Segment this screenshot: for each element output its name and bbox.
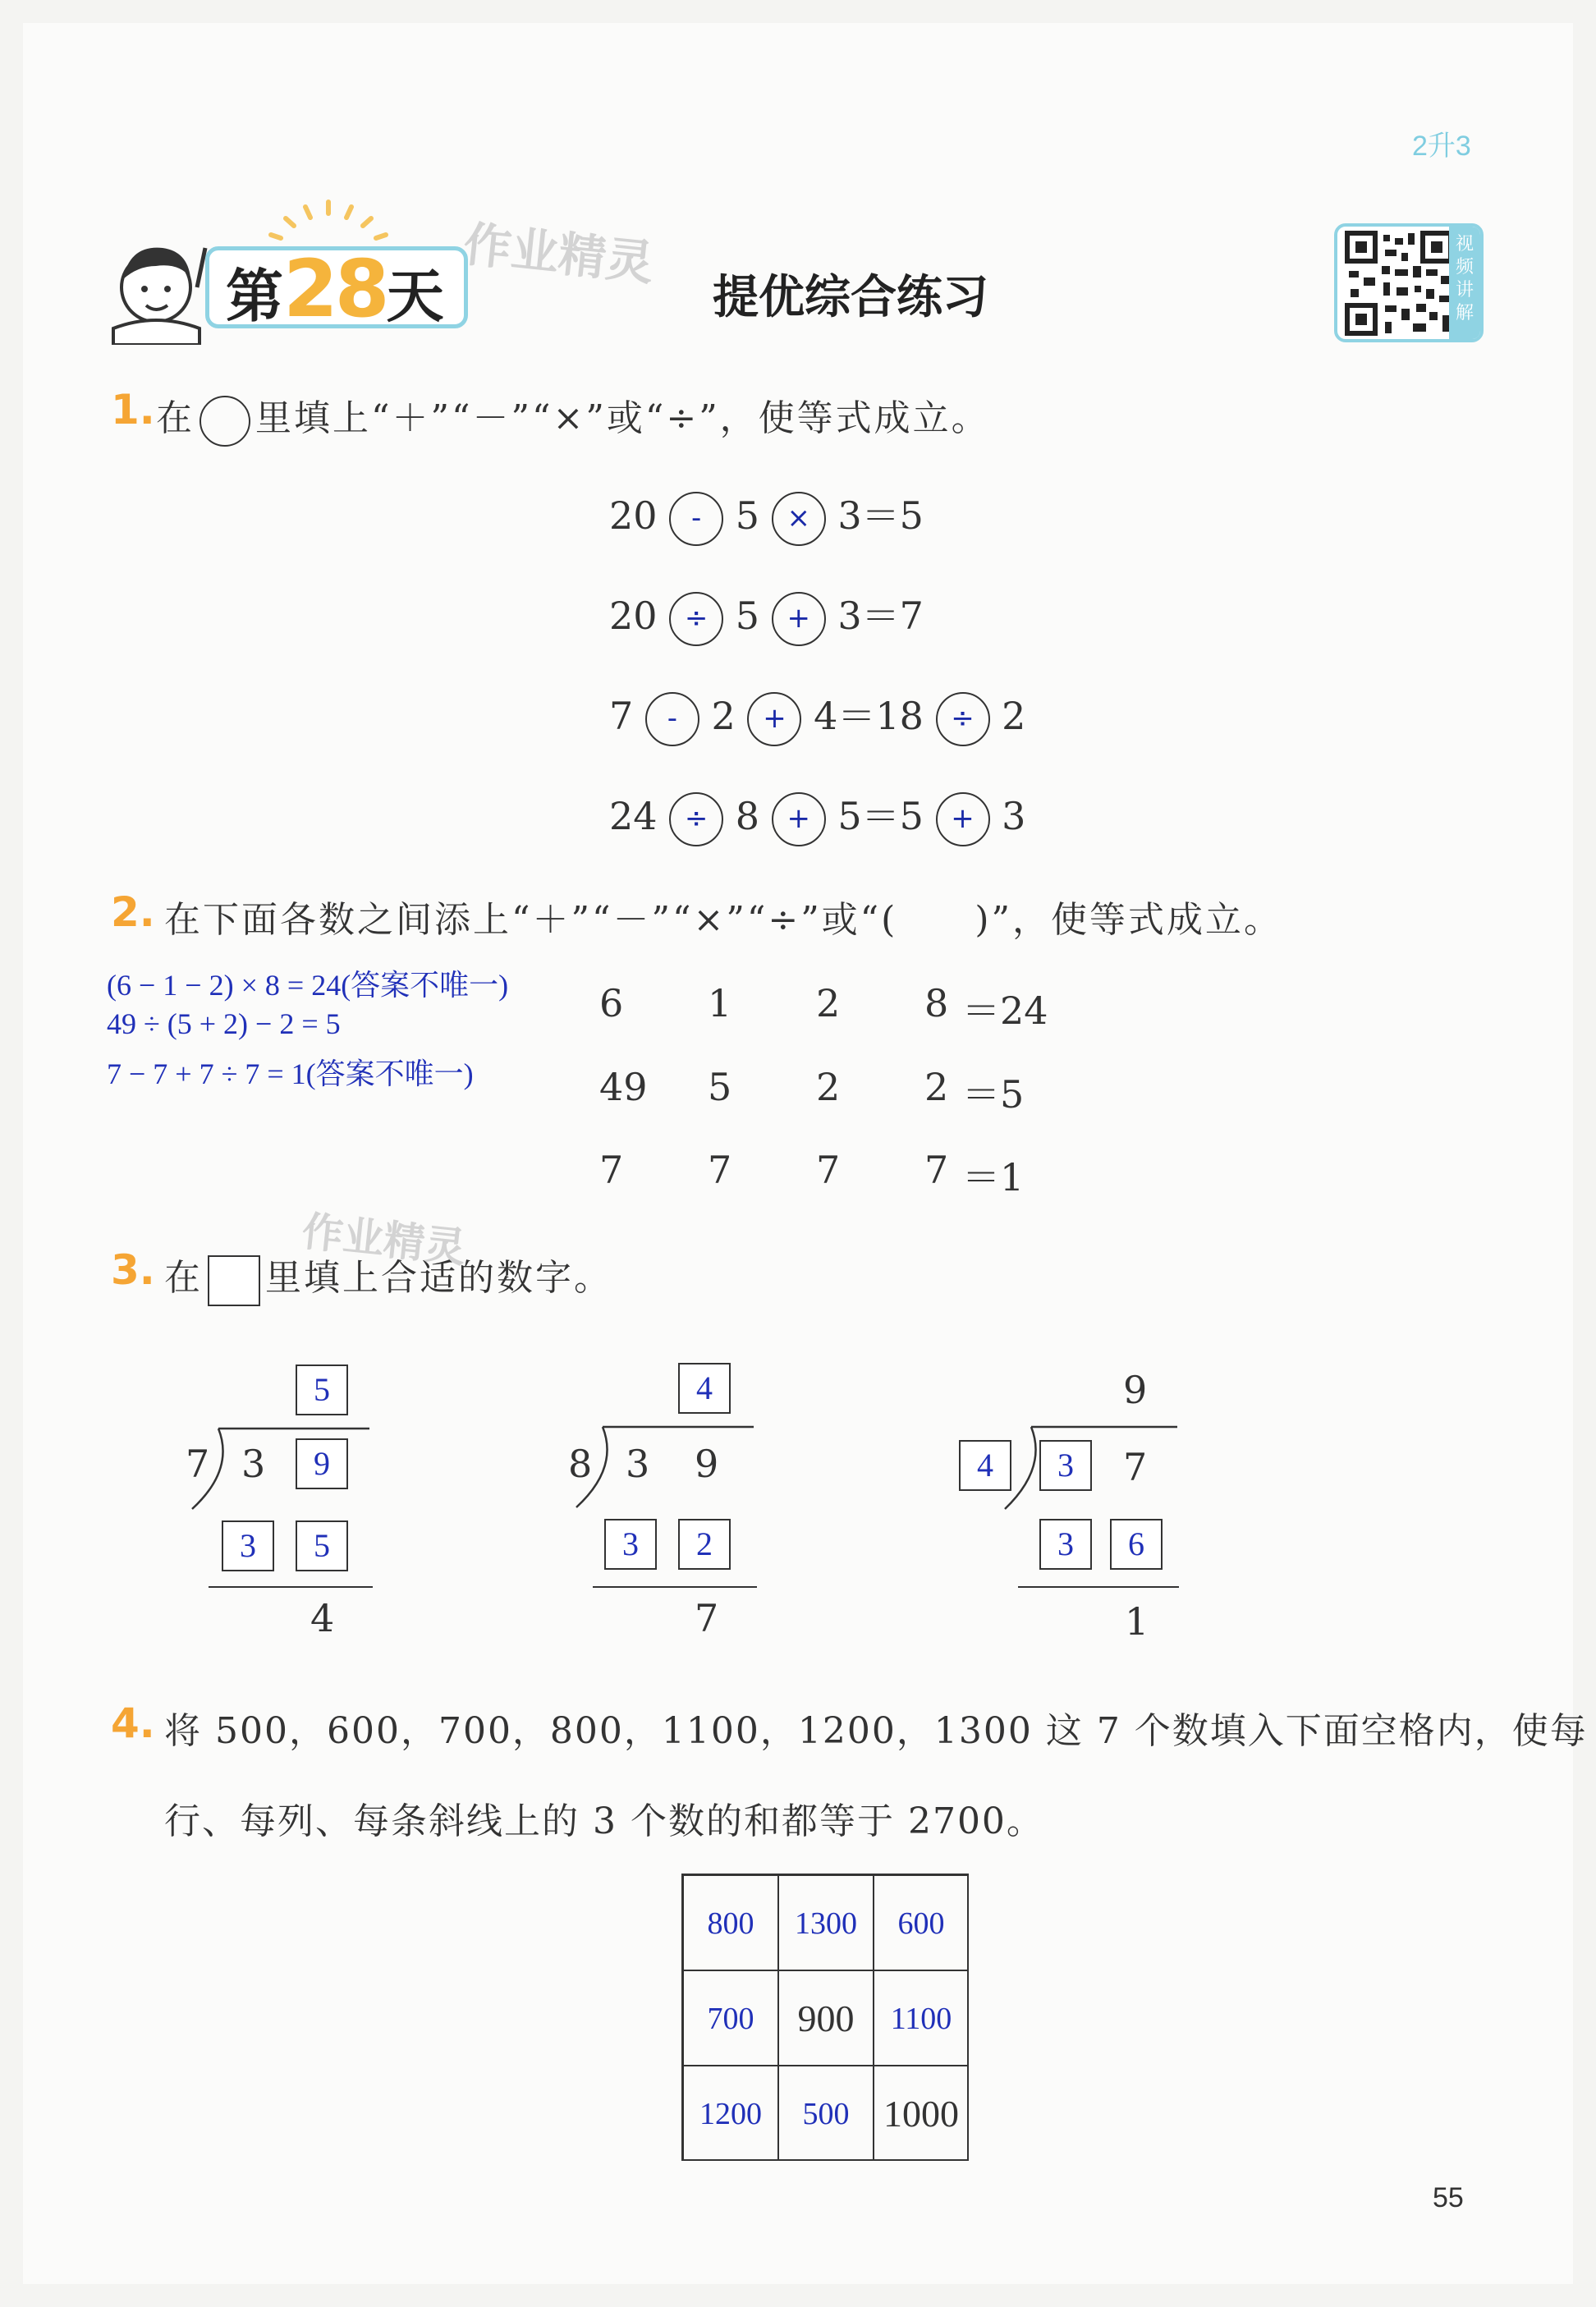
q1-equation-row: 24 ÷ 8 + 5＝5 + 3 bbox=[609, 787, 1025, 846]
digit-blank[interactable]: 3 bbox=[1039, 1440, 1092, 1491]
operator-blank[interactable]: + bbox=[936, 792, 990, 846]
digit-blank[interactable]: 3 bbox=[604, 1519, 657, 1570]
question-3-number: 3. bbox=[111, 1246, 155, 1294]
operator-blank[interactable]: ÷ bbox=[669, 592, 723, 646]
operator-blank[interactable]: × bbox=[772, 492, 826, 546]
q2-number: 7 bbox=[708, 1148, 732, 1192]
qr-code-icon bbox=[1344, 230, 1459, 340]
operator-blank[interactable]: + bbox=[772, 792, 826, 846]
page-number: 55 bbox=[1433, 2182, 1464, 2213]
q2-number: 2 bbox=[816, 981, 841, 1025]
circle-blank-icon bbox=[200, 396, 250, 447]
watermark: 作业精灵 bbox=[300, 1207, 469, 1273]
question-2-number: 2. bbox=[111, 888, 155, 936]
remainder: 1 bbox=[1125, 1599, 1149, 1644]
digit-blank[interactable]: 5 bbox=[296, 1364, 348, 1415]
question-1-number: 1. bbox=[111, 386, 155, 433]
divisor: 8 bbox=[568, 1442, 593, 1486]
q2-number: 2 bbox=[924, 1065, 949, 1109]
q2-result: ＝24 bbox=[962, 988, 1048, 1033]
question-2-text: 在下面各数之间添上“＋”“－”“×”“÷”或“( )”，使等式成立。 bbox=[164, 899, 1283, 941]
divisor: 7 bbox=[186, 1442, 210, 1486]
grid-cell[interactable]: 1300 bbox=[778, 1875, 874, 1970]
q2-number: 8 bbox=[924, 981, 949, 1025]
operator-blank[interactable]: ÷ bbox=[669, 792, 723, 846]
q2-number: 1 bbox=[708, 981, 732, 1025]
grid-cell[interactable]: 1100 bbox=[874, 1970, 969, 2066]
digit-blank[interactable]: 3 bbox=[1039, 1519, 1092, 1570]
operator-blank[interactable]: - bbox=[669, 492, 723, 546]
grid-cell[interactable]: 600 bbox=[874, 1875, 969, 1970]
q1-equation-row: 7 - 2 + 4＝18 ÷ 2 bbox=[609, 686, 1025, 746]
magic-square-grid bbox=[681, 1874, 969, 2161]
grid-cell[interactable]: 700 bbox=[683, 1970, 778, 2066]
operator-blank[interactable]: + bbox=[747, 692, 801, 746]
question-4-text-line2: 行、每列、每条斜线上的 3 个数的和都等于 2700。 bbox=[164, 1800, 1044, 1842]
watermark: 作业精灵 bbox=[461, 216, 657, 291]
q2-number: 7 bbox=[924, 1148, 949, 1192]
dividend-digit: 3 bbox=[241, 1442, 266, 1486]
question-3-text: 在 里填上合适的数字。 bbox=[164, 1248, 612, 1306]
q2-number: 2 bbox=[816, 1065, 841, 1109]
q2-number: 7 bbox=[599, 1148, 624, 1192]
video-explanation-tab[interactable]: 视 频 讲 解 bbox=[1449, 227, 1480, 339]
day-suffix: 天 bbox=[386, 263, 444, 330]
subtraction-line bbox=[1018, 1586, 1179, 1588]
digit-blank[interactable]: 9 bbox=[296, 1438, 348, 1489]
day-number: 28 bbox=[283, 243, 387, 335]
operator-blank[interactable]: - bbox=[645, 692, 699, 746]
quotient: 9 bbox=[1123, 1368, 1148, 1412]
operator-blank[interactable]: ÷ bbox=[936, 692, 990, 746]
dividend-digit: 7 bbox=[1123, 1445, 1148, 1489]
grid-cell[interactable]: 500 bbox=[778, 2066, 874, 2161]
boy-mascot-icon bbox=[105, 230, 212, 345]
q2-number: 6 bbox=[599, 981, 624, 1025]
square-blank-icon bbox=[208, 1255, 260, 1306]
q2-result: ＝1 bbox=[962, 1155, 1025, 1199]
digit-blank[interactable]: 5 bbox=[296, 1520, 348, 1571]
answer-line: 7 − 7 + 7 ÷ 7 = 1(答案不唯一) bbox=[107, 1057, 474, 1090]
q2-number: 5 bbox=[708, 1065, 732, 1109]
grid-cell-given: 1000 bbox=[874, 2066, 969, 2161]
subtraction-line bbox=[593, 1586, 757, 1588]
page-title: 提优综合练习 bbox=[713, 271, 988, 324]
digit-blank[interactable]: 6 bbox=[1110, 1519, 1163, 1570]
day-heading bbox=[226, 243, 444, 335]
question-4-text-line1: 将 500，600，700，800，1100，1200，1300 这 7 个数填入下面空格内，使每 bbox=[164, 1710, 1588, 1752]
answer-line: 49 ÷ (5 + 2) − 2 = 5 bbox=[107, 1007, 341, 1040]
remainder: 7 bbox=[695, 1596, 719, 1640]
dividend-digit: 9 bbox=[695, 1442, 719, 1486]
grid-cell[interactable]: 1200 bbox=[683, 2066, 778, 2161]
q2-result: ＝5 bbox=[962, 1072, 1025, 1117]
digit-blank[interactable]: 2 bbox=[678, 1519, 731, 1570]
digit-blank[interactable]: 4 bbox=[959, 1440, 1011, 1491]
operator-blank[interactable]: + bbox=[772, 592, 826, 646]
remainder: 4 bbox=[310, 1596, 335, 1640]
grid-cell[interactable]: 800 bbox=[683, 1875, 778, 1970]
grid-cell-given: 900 bbox=[778, 1970, 874, 2066]
digit-blank[interactable]: 4 bbox=[678, 1363, 731, 1414]
subtraction-line bbox=[209, 1586, 373, 1588]
q2-number: 7 bbox=[816, 1148, 841, 1192]
q2-number: 49 bbox=[599, 1065, 648, 1109]
question-1-text: 在 里填上“＋”“－”“×”或“÷”，使等式成立。 bbox=[156, 388, 990, 447]
sun-rays-icon bbox=[263, 195, 394, 245]
day-prefix: 第 bbox=[226, 263, 283, 330]
q1-equation-row: 20 - 5 × 3＝5 bbox=[609, 486, 924, 546]
q1-equation-row: 20 ÷ 5 + 3＝7 bbox=[609, 586, 924, 646]
digit-blank[interactable]: 3 bbox=[222, 1520, 274, 1571]
grade-label: 2升3 bbox=[1412, 131, 1471, 162]
answer-line: (6 − 1 − 2) × 8 = 24(答案不唯一) bbox=[107, 969, 509, 1002]
dividend-digit: 3 bbox=[626, 1442, 650, 1486]
division-bracket-icon bbox=[571, 1425, 754, 1511]
question-4-number: 4. bbox=[111, 1699, 155, 1747]
